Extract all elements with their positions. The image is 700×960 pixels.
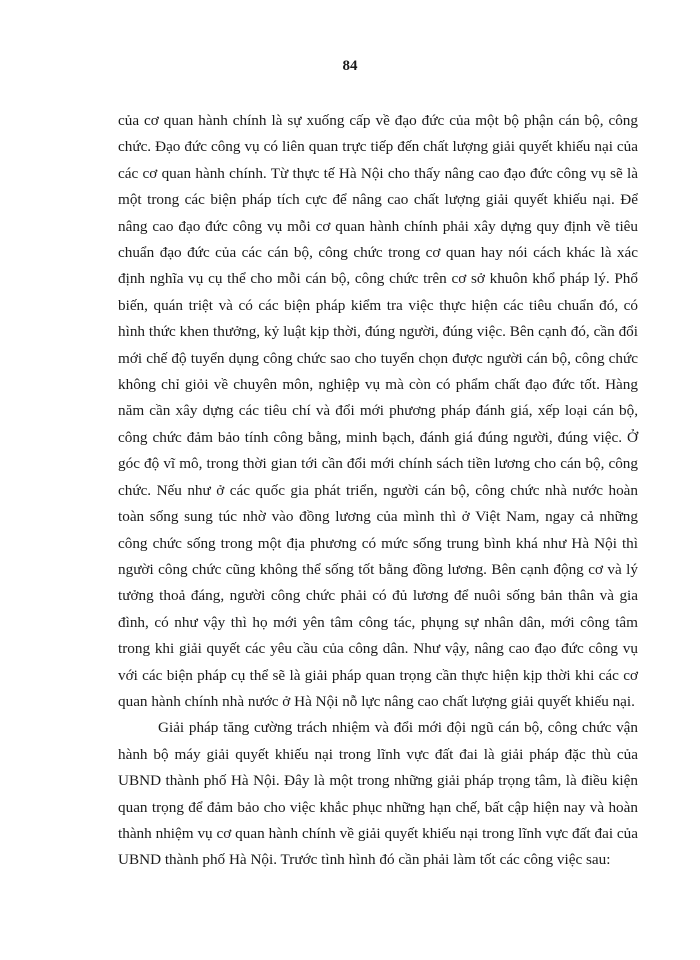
paragraph-continuation: của cơ quan hành chính là sự xuống cấp về đạo đức của một bộ phận cán bộ, công chức. Đạo đức công vụ có liên quan trực tiếp đến chất lượng giải quyết khiếu nại của các cơ quan hành chính. Từ thực tế Hà Nội cho thấy nâng cao đạo đức công vụ sẽ là một trong các biện pháp tích cực để nâng cao chất lượng giải quyết khiếu nại. Để nâng cao đạo đức công vụ mỗi cơ quan hành chính phải xây dựng quy định về tiêu chuẩn đạo đức của các cán bộ, công chức trong cơ quan hay nói cách khác là xác định nghĩa vụ cụ thể cho mỗi cán bộ, công chức trên cơ sở khuôn khổ pháp lý. Phổ biến, quán triệt và có các biện pháp kiểm tra việc thực hiện các tiêu chuẩn đó, có hình thức khen thưởng, kỷ luật kịp thời, đúng người, đúng việc. Bên cạnh đó, cần đổi mới chế độ tuyển dụng công chức sao cho tuyển chọn được người cán bộ, công chức không chỉ giỏi về chuyên môn, nghiệp vụ mà còn có phẩm chất đạo đức tốt. Hàng năm cần xây dựng các tiêu chí và đổi mới phương pháp đánh giá, xếp loại cán bộ, công chức đảm bảo tính công bằng, minh bạch, đánh giá đúng người, đúng việc. Ở góc độ vĩ mô, trong thời gian tới cần đổi mới chính sách tiền lương cho cán bộ, công chức. Nếu như ở các quốc gia phát triển, người cán bộ, công chức nhà nước hoàn toàn sống sung túc nhờ vào đồng lương của mình thì ở Việt Nam, ngay cả những công chức sống trong một địa phương có mức sống trung bình khá như Hà Nội thì người công chức cũng không thể sống tốt bằng đồng lương. Bên cạnh động cơ và lý tưởng thoả đáng, người công chức phải có đủ lương để nuôi sống bản thân và gia đình, có như vậy thì họ mới yên tâm công tác, phụng sự nhân dân, mới công tâm trong khi giải quyết các yêu cầu của công dân. Như vậy, nâng cao đạo đức công vụ với các biện pháp cụ thể sẽ là giải pháp quan trọng cần thực hiện kịp thời khi các cơ quan hành chính nhà nước ở Hà Nội nỗ lực nâng cao chất lượng giải quyết khiếu nại. bbox=[118, 112, 638, 710]
paragraph-solutions: Giải pháp tăng cường trách nhiệm và đổi mới đội ngũ cán bộ, công chức vận hành bộ máy giải quyết khiếu nại trong lĩnh vực đất đai là giải pháp đặc thù của UBND thành phố Hà Nội. Đây là một trong những giải pháp trọng tâm, là điều kiện quan trọng để đảm bảo cho việc khắc phục những hạn chế, bất cập hiện nay và hoàn thành nhiệm vụ cơ quan hành chính về giải quyết khiếu nại trong lĩnh vực đất đai của UBND thành phố Hà Nội. Trước tình hình đó cần phải làm tốt các công việc sau: bbox=[118, 719, 638, 869]
page-number: 84 bbox=[342, 58, 358, 74]
body-text bbox=[118, 108, 638, 874]
